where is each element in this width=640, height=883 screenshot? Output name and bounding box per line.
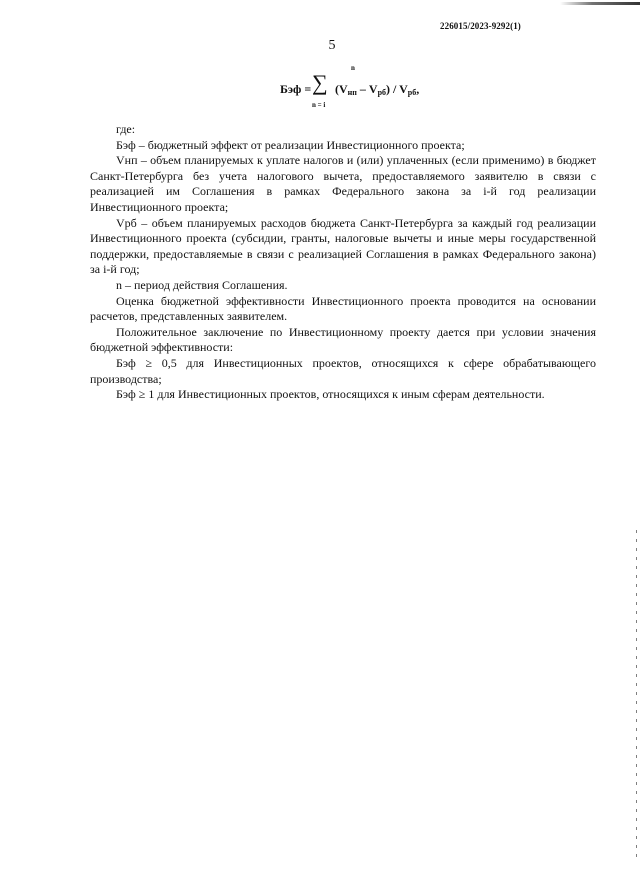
- sum-symbol: ∑: [312, 70, 328, 95]
- paragraph-n-definition: n – период действия Соглашения.: [116, 277, 288, 292]
- paragraph-positive-conclusion: Положительное заключение по Инвестиционному проекту дается при условии значения бюджетной эффективности:: [90, 324, 596, 355]
- paragraph-threshold-other: Бэф ≥ 1 для Инвестиционных проектов, относящихся к иным сферам деятельности.: [116, 387, 545, 402]
- formula-minus: – V: [356, 82, 378, 96]
- paragraph-where: где:: [116, 122, 136, 136]
- formula-tail: ,: [416, 82, 420, 96]
- paragraph-vrb-definition: Vрб – объем планируемых расходов бюджета Санкт-Петербурга за каждый год реализации Инвестиционного проекта (субсидии, гранты, налоговые вычеты и иные меры государственной поддержки, предоставляемые в связи с реализацией Соглашения в рамках Федерального закона) за i-й год;: [90, 215, 596, 277]
- document-number: 226015/2023-9292(1): [440, 21, 521, 31]
- scan-edge-mark: [560, 2, 640, 5]
- formula-expression: [335, 82, 419, 97]
- paragraph-bef-definition: Бэф – бюджетный эффект от реализации Инвестиционного проекта;: [116, 137, 465, 152]
- formula-close: ) / V: [386, 82, 408, 96]
- formula-open: (V: [335, 82, 348, 96]
- formula-sub-rb: рб: [377, 88, 387, 97]
- sum-lower-limit: n = i: [312, 101, 326, 109]
- paragraph-vnp-definition: Vнп – объем планируемых к уплате налогов и (или) уплаченных (если применимо) в бюджет Санкт-Петербурга без учета налогового вычета, предоставляемого заявителю в связи с реализацией им Соглашения в рамках Федерального закона за i-й год реализации Инвестиционного проекта;: [90, 153, 596, 214]
- page-number: 5: [328, 38, 336, 53]
- sum-upper-limit: n: [351, 64, 355, 72]
- formula-lhs: Бэф =: [280, 82, 312, 96]
- document-body: [90, 122, 596, 403]
- formula-sub-rb2: рб: [407, 88, 417, 97]
- scan-edge-dots: [636, 530, 637, 860]
- budget-effect-formula: [280, 64, 480, 114]
- paragraph-threshold-manufacturing: Бэф ≥ 0,5 для Инвестиционных проектов, относящихся к сфере обрабатывающего производства;: [90, 355, 596, 386]
- formula-sub-np: нп: [347, 88, 357, 97]
- paragraph-assessment: Оценка бюджетной эффективности Инвестиционного проекта проводится на основании расчетов, представленных заявителем.: [90, 293, 596, 324]
